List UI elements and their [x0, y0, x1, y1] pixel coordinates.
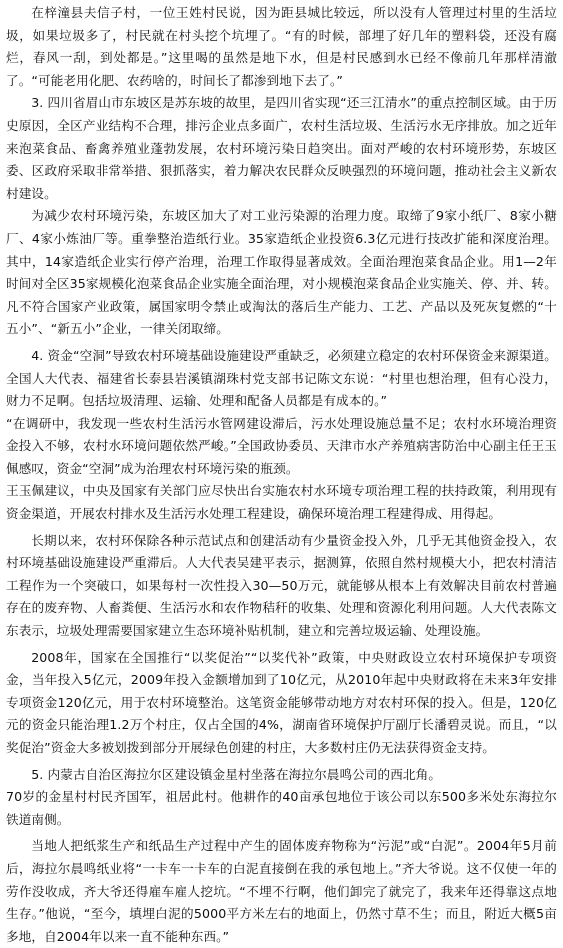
paragraph-qi-guojun: 70岁的金星村村民齐国军，祖居此村。他耕作的40亩承包地位于该公司以东500多米处东海拉尔铁道南侧。 [6, 789, 557, 827]
paragraph-dongpo-district: 3. 四川省眉山市东坡区是苏东坡的故里，是四川省实现“还三江清水”的重点控制区域。由于历史原因，全区产业结构不合理，排污企业点多面广，农村生活垃圾、生活污水无序排放。加之近年来泡菜食品、畜禽养殖业蓬勃发展，农村环境污染日趋突出。面对严峻的农村环境形势，东坡区委、区政府采取非常举措、狠抓落实，着力解决农民群众反映强烈的环境问题，推动社会主义新农村建设。 [6, 95, 557, 201]
paragraph-rural-investment: 长期以来，农村环保除各种示范试点和创建活动有少量资金投入外，几乎无其他资金投入，农村环境基础设施建设严重滞后。人大代表吴建平表示，据测算，依照自然村规模大小，把农村清洁工程作为一个突破口，如果每村一次性投入30—50万元，就能够从根本上有效解决目前农村普遍存在的废弃物、人畜粪便、生活污水和农作物秸秆的收集、处理和资源化利用问题。人大代表陈文东表示，垃圾处理需要国家建立生态环境补贴机制，建立和完善垃圾运输、处理设施。 [6, 532, 557, 639]
paragraph-jinxing-village: 5. 内蒙古自治区海拉尔区建设镇金星村坐落在海拉尔晨鸣公司的西北角。 [31, 766, 442, 782]
paragraph-zitong-village: 在梓潼县夫信子村，一位王姓村民说，因为距县城比较远，所以没有人管理过村里的生活垃圾，如果垃圾多了，村民就在村头挖个坑埋了。“有的时候，部埋了好几年的塑料袋，还没有腐烂，春风一刮，到处都是。”这里喝的虽然是地下水，但是村民感到水已经不像前几年那样清澈了。“可能老用化肥、农药啥的，时间长了都渗到地下去了。” [6, 5, 557, 88]
paragraph-white-mud: 当地人把纸浆生产和纸品生产过程中产生的固体废弃物称为“污泥”或“白泥”。2004年5月前后，海拉尔晨鸣纸业将“一卡车一卡车的白泥直接倒在我的承包地上。”齐大爷说。这不仅使一年的劳作没收成，齐大爷还得雇车雇人挖坑。“不埋不行啊，他们卸完了就完了，我来年还得靠这点地生存。”他说，“至今，填埋白泥的5000平方米左右的地面上，仍然寸草不生；而且，附近大概5亩多地，自2004年以来一直不能种东西。” [6, 838, 557, 944]
paragraph-wang-yupei-quote: “在调研中，我发现一些农村生活污水管网建设滞后，污水处理设施总量不足；农村水环境治理资金投入不够，农村水环境问题依然严峻。”全国政协委员、天津市水产养殖病害防治中心副主任王玉佩感叹，资金“空洞”成为治理农村环境污染的瓶颈。 [6, 415, 557, 476]
paragraph-funding-gap: 4. 资金“空洞”导致农村环境基础设施建设严重缺乏，必须建立稳定的农村环保资金来源渠道。全国人大代表、福建省长泰县岩溪镇湖珠村党支部书记陈文东说：“村里也想治理，但有心没力，财力不足啊。包括垃圾清理、运输、处理和配备人员都是有成本的。” [6, 347, 557, 409]
paragraph-2008-policy: 2008年，国家在全国推行“以奖促治”“以奖代补”政策，中央财政设立农村环境保护专项资金，当年投入5亿元，2009年投入金额增加到了10亿元，从2010年起中央财政将在未来3年安排专项资金120亿元，用于农村环境整治。这笔资金能够带动地方对农村环保的投入。但是，120亿元的资金只能治理1.2万个村庄，仅占全国的4%，湖南省环境保护厅副厅长潘碧灵说。而且，“以奖促治”资金大多被划拨到部分开展绿色创建的村庄，大多数村庄仍无法获得资金支持。 [6, 649, 557, 755]
paragraph-wang-yupei-suggestion: 王玉佩建议，中央及国家有关部门应尽快出台实施农村水环境专项治理工程的扶持政策，利用现有资金渠道，开展农村排水及生活污水处理工程建设，确保环境治理工程建得成、用得起。 [6, 483, 557, 522]
paragraph-dongpo-measures: 为减少农村环境污染，东坡区加大了对工业污染源的治理力度。取缔了9家小纸厂、8家小糖厂、4家小炼油厂等。重拳整治造纸行业。35家造纸企业投资6.3亿元进行技改扩能和深度治理。其中，14家造纸企业实行停产治理，治理工作取得显著成效。全面治理泡菜食品企业。用1—2年时间对全区35家规模化泡菜食品企业实施全面治理，对小规模泡菜食品企业实施关、停、并、转。凡不符合国家产业政策，属国家明令禁止或淘汰的落后生产能力、工艺、产品以及死灰复燃的“十五小”、“新五小”企业，一律关闭取缔。 [6, 208, 557, 337]
